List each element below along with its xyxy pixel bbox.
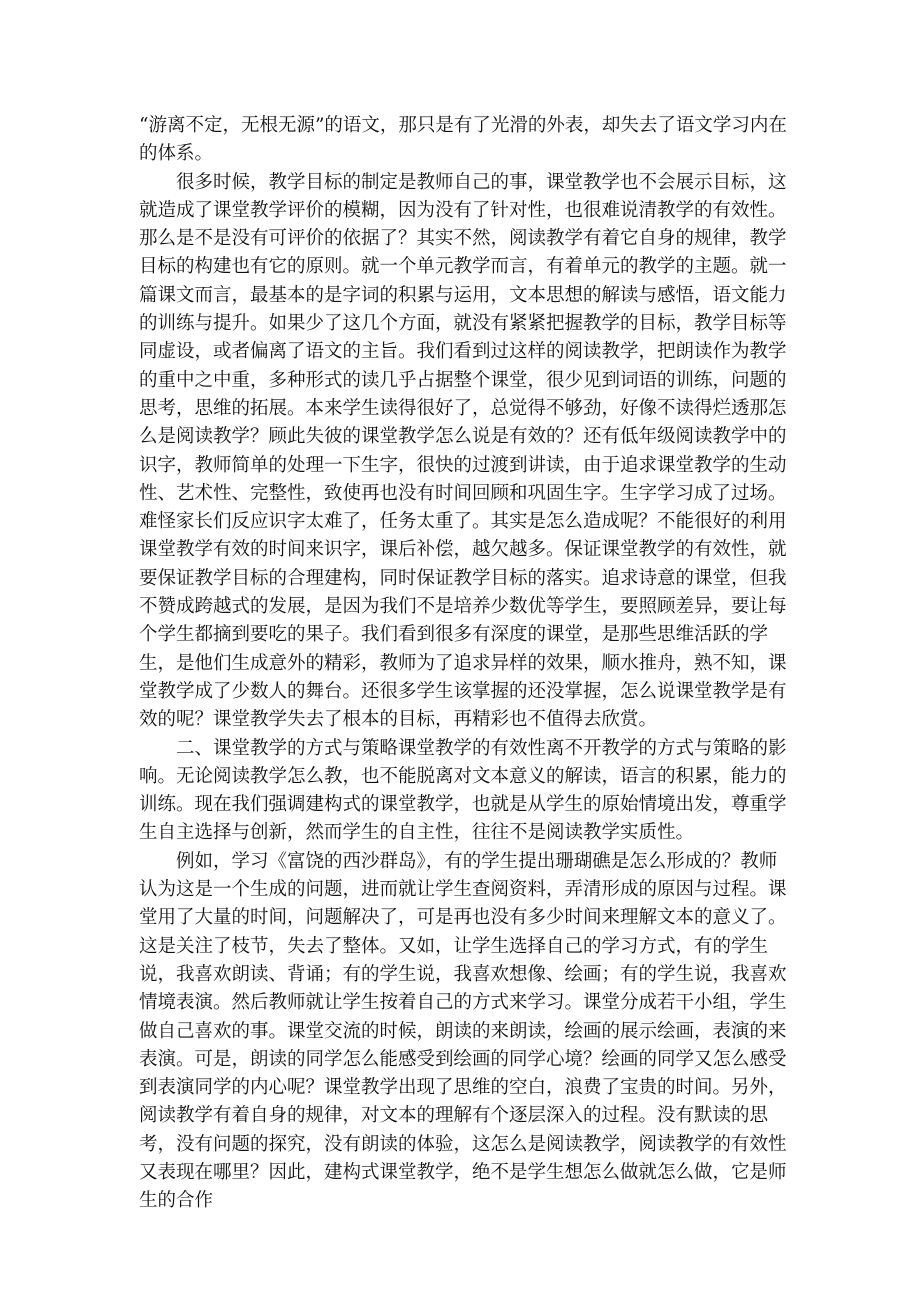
paragraph-1: “游离不定，无根无源”的语文，那只是有了光滑的外表，却失去了语文学习内在的体系。 xyxy=(139,115,787,165)
body-text xyxy=(139,112,787,1216)
paragraph-3: 二、课堂教学的方式与策略课堂教学的有效性离不开教学的方式与策略的影响。无论阅读教学怎么教，也不能脱离对文本意义的解读，语言的积累，能力的训练。现在我们强调建构式的课堂教学，也就是从学生的原始情境出发，尊重学生自主选择与创新，然而学生的自主性，往往不是阅读教学实质性。 xyxy=(139,737,787,844)
paragraph-4: 例如，学习《富饶的西沙群岛》，有的学生提出珊瑚礁是怎么形成的？教师认为这是一个生成的问题，进而就让学生查阅资料，弄清形成的原因与过程。课堂用了大量的时间，问题解决了，可是再也没有多少时间来理解文本的意义了。这是关注了枝节，失去了整体。又如，让学生选择自己的学习方式，有的学生说，我喜欢朗读、背诵；有的学生说，我喜欢想像、绘画；有的学生说，我喜欢情境表演。然后教师就让学生按着自己的方式来学习。课堂分成若干小组，学生做自己喜欢的事。课堂交流的时候，朗读的来朗读，绘画的展示绘画，表演的来表演。可是，朗读的同学怎么能感受到绘画的同学心境？绘画的同学又怎么感受到表演同学的内心呢？课堂教学出现了思维的空白，浪费了宝贵的时间。另外，阅读教学有着自身的规律，对文本的理解有个逐层深入的过程。没有默读的思考，没有问题的探究，没有朗读的体验，这怎么是阅读教学，阅读教学的有效性又表现在哪里？因此，建构式课堂教学，绝不是学生想怎么做就怎么做，它是师生的合作 xyxy=(139,850,787,1212)
paragraph-2: 很多时候，教学目标的制定是教师自己的事，课堂教学也不会展示目标，这就造成了课堂教学评价的模糊，因为没有了针对性，也很难说清教学的有效性。那么是不是没有可评价的依据了？其实不然，阅读教学有着它自身的规律，教学目标的构建也有它的原则。就一个单元教学而言，有着单元的教学的主题。就一篇课文而言，最基本的是字词的积累与运用，文本思想的解读与感悟，语文能力的训练与提升。如果少了这几个方面，就没有紧紧把握教学的目标，教学目标等同虚设，或者偏离了语文的主旨。我们看到过这样的阅读教学，把朗读作为教学的重中之中重，多种形式的读几乎占据整个课堂，很少见到词语的训练，问题的思考，思维的拓展。本来学生读得很好了，总觉得不够劲，好像不读得烂透那怎么是阅读教学？顾此失彼的课堂教学怎么说是有效的？还有低年级阅读教学中的识字，教师简单的处理一下生字，很快的过渡到讲读，由于追求课堂教学的生动性、艺术性、完整性，致使再也没有时间回顾和巩固生字。生字学习成了过场。难怪家长们反应识字太难了，任务太重了。其实是怎么造成呢？不能很好的利用课堂教学有效的时间来识字，课后补偿，越欠越多。保证课堂教学的有效性，就要保证教学目标的合理建构，同时保证教学目标的落实。追求诗意的课堂，但我不赞成跨越式的发展，是因为我们不是培养少数优等学生，要照顾差异，要让每个学生都摘到要吃的果子。我们看到很多有深度的课堂，是那些思维活跃的学生，是他们生成意外的精彩，教师为了追求异样的效果，顺水推舟，熟不知，课堂教学成了少数人的舞台。还很多学生该掌握的还没掌握，怎么说课堂教学是有效的呢？课堂教学失去了根本的目标，再精彩也不值得去欣赏。 xyxy=(139,171,787,731)
